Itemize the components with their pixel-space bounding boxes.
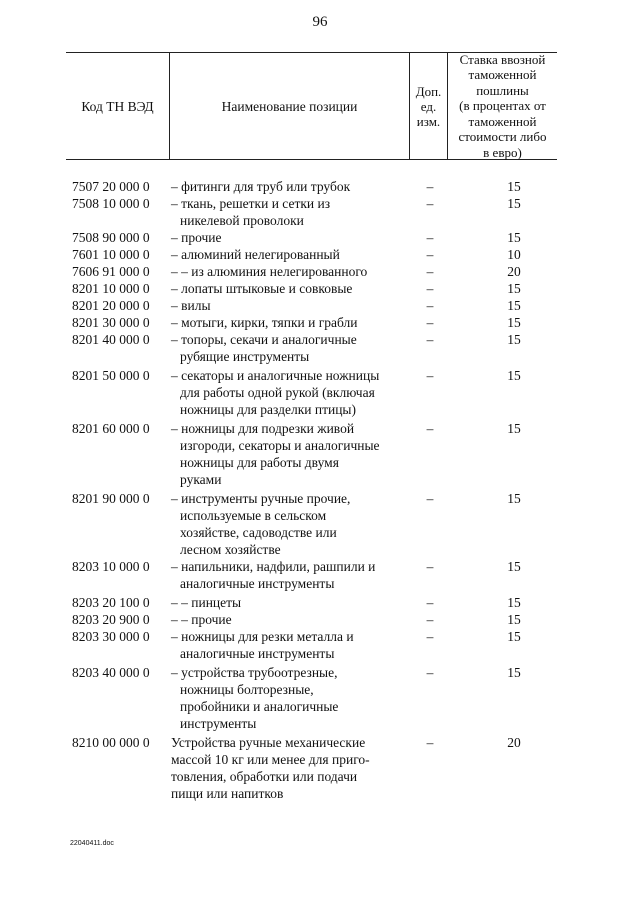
row-rate: 10 (507, 247, 521, 262)
row-description (171, 246, 416, 263)
row-description-line: руками (180, 472, 222, 487)
row-rate: 15 (507, 230, 521, 245)
row-rate: 15 (507, 179, 521, 194)
header-unit-line: изм. (416, 113, 441, 129)
row-description (171, 420, 416, 488)
row-code: 8201 30 000 0 (72, 315, 150, 330)
row-unit: – (426, 559, 434, 574)
document-filename: 22040411.doc (70, 840, 114, 847)
row-description-line: – секаторы и аналогичные ножницы (171, 368, 380, 383)
row-code: 8201 10 000 0 (72, 281, 150, 296)
row-rate: 15 (507, 315, 521, 330)
row-rate: 15 (507, 332, 521, 347)
row-description (171, 734, 416, 802)
row-code: 7508 90 000 0 (72, 230, 150, 245)
row-rate: 15 (507, 368, 521, 383)
row-description-line: – инструменты ручные прочие, (171, 491, 351, 506)
row-description-line: – – из алюминия нелегированного (171, 264, 368, 279)
row-rate: 15 (507, 595, 521, 610)
row-unit: – (426, 491, 434, 506)
row-description (171, 331, 416, 365)
row-rate: 15 (507, 612, 521, 627)
row-rate: 15 (507, 298, 521, 313)
row-code: 7508 10 000 0 (72, 196, 150, 211)
row-description (171, 367, 416, 418)
row-description-line: никелевой проволоки (180, 213, 304, 228)
row-description (171, 664, 416, 732)
row-description-line: – мотыги, кирки, тяпки и грабли (171, 315, 358, 330)
row-description-line: массой 10 кг или менее для приго- (171, 752, 370, 767)
row-description-line: пробойники и аналогичные (180, 699, 339, 714)
row-description-line: – напильники, надфили, рашпили и (171, 559, 376, 574)
header-rate-line: таможенной (468, 113, 537, 129)
row-description-line: используемые в сельском (180, 508, 327, 523)
row-description-line: – лопаты штыковые и совковые (171, 281, 353, 296)
row-description-line: – ткань, решетки и сетки из (171, 196, 331, 211)
row-description (171, 263, 416, 280)
row-code: 8203 10 000 0 (72, 559, 150, 574)
row-rate: 20 (507, 264, 521, 279)
row-code: 8201 90 000 0 (72, 491, 150, 506)
row-rate: 15 (507, 629, 521, 644)
row-unit: – (426, 179, 434, 194)
row-description (171, 611, 416, 628)
row-rate: 20 (507, 735, 521, 750)
row-description-line: лесном хозяйстве (180, 542, 281, 557)
row-description-line: – алюминий нелегированный (171, 247, 340, 262)
header-unit-line: ед. (420, 98, 437, 114)
row-unit: – (426, 368, 434, 383)
row-rate: 15 (507, 421, 521, 436)
header-code: Код ТН ВЭД (66, 53, 170, 159)
row-code: 8203 20 900 0 (72, 612, 150, 627)
row-rate: 15 (507, 491, 521, 506)
row-code: 7606 91 000 0 (72, 264, 150, 279)
row-code: 8203 30 000 0 (72, 629, 150, 644)
row-description-line: – топоры, секачи и аналогичные (171, 332, 357, 347)
row-unit: – (426, 629, 434, 644)
row-code: 7507 20 000 0 (72, 179, 150, 194)
row-description-line: – вилы (171, 298, 211, 313)
row-unit: – (426, 315, 434, 330)
header-rate-line: стоимости либо (458, 129, 547, 145)
row-description-line: аналогичные инструменты (180, 646, 335, 661)
row-description-line: рубящие инструменты (180, 349, 310, 364)
row-unit: – (426, 196, 434, 211)
row-rate: 15 (507, 281, 521, 296)
row-code: 8203 40 000 0 (72, 665, 150, 680)
row-description-line: – – пинцеты (171, 595, 242, 610)
header-unit-line: Доп. (415, 83, 442, 99)
row-description (171, 314, 416, 331)
header-rate-line: пошлины (476, 82, 529, 98)
row-code: 7601 10 000 0 (72, 247, 150, 262)
row-unit: – (426, 230, 434, 245)
row-code: 8201 40 000 0 (72, 332, 150, 347)
row-code: 8201 50 000 0 (72, 368, 150, 383)
row-description-line: – ножницы для подрезки живой (171, 421, 355, 436)
row-unit: – (426, 612, 434, 627)
row-rate: 15 (507, 559, 521, 574)
row-unit: – (426, 665, 434, 680)
row-code: 8203 20 100 0 (72, 595, 150, 610)
header-rate (448, 53, 557, 159)
table-header (66, 52, 557, 160)
row-description-line: – прочие (171, 230, 222, 245)
row-description-line: товления, обработки или подачи (171, 769, 358, 784)
row-unit: – (426, 332, 434, 347)
row-description-line: для работы одной рукой (включая (180, 385, 375, 400)
row-description-line: ножницы болторезные, (180, 682, 314, 697)
row-unit: – (426, 735, 434, 750)
row-unit: – (426, 281, 434, 296)
header-rate-line: в евро) (483, 144, 522, 160)
row-rate: 15 (507, 196, 521, 211)
row-description-line: Устройства ручные механические (171, 735, 366, 750)
row-code: 8201 60 000 0 (72, 421, 150, 436)
header-rate-line: Ставка ввозной (459, 51, 546, 67)
row-description-line: инструменты (180, 716, 257, 731)
row-description (171, 229, 416, 246)
row-description-line: хозяйстве, садоводстве или (180, 525, 337, 540)
row-description-line: аналогичные инструменты (180, 576, 335, 591)
row-description (171, 628, 416, 662)
row-description (171, 594, 416, 611)
row-description-line: – устройства трубоотрезные, (171, 665, 338, 680)
header-rate-line: (в процентах от (459, 98, 546, 114)
row-description-line: – фитинги для труб или трубок (171, 179, 351, 194)
row-unit: – (426, 421, 434, 436)
row-unit: – (426, 595, 434, 610)
row-description-line: изгороди, секаторы и аналогичные (180, 438, 380, 453)
row-code: 8210 00 000 0 (72, 735, 150, 750)
page-number: 96 (312, 14, 328, 30)
row-description (171, 558, 416, 592)
row-description (171, 297, 416, 314)
row-description (171, 178, 416, 195)
row-description-line: – – прочие (171, 612, 232, 627)
row-description-line: ножницы для работы двумя (180, 455, 339, 470)
row-unit: – (426, 247, 434, 262)
row-unit: – (426, 264, 434, 279)
row-rate: 15 (507, 665, 521, 680)
row-unit: – (426, 298, 434, 313)
row-description-line: ножницы для разделки птицы) (180, 402, 357, 417)
row-description-line: пищи или напитков (171, 786, 284, 801)
row-description (171, 490, 416, 558)
row-code: 8201 20 000 0 (72, 298, 150, 313)
header-name: Наименование позиции (170, 53, 410, 159)
header-rate-line: таможенной (468, 67, 537, 83)
row-description-line: – ножницы для резки металла и (171, 629, 354, 644)
header-unit (410, 53, 448, 159)
row-description (171, 195, 416, 229)
row-description (171, 280, 416, 297)
